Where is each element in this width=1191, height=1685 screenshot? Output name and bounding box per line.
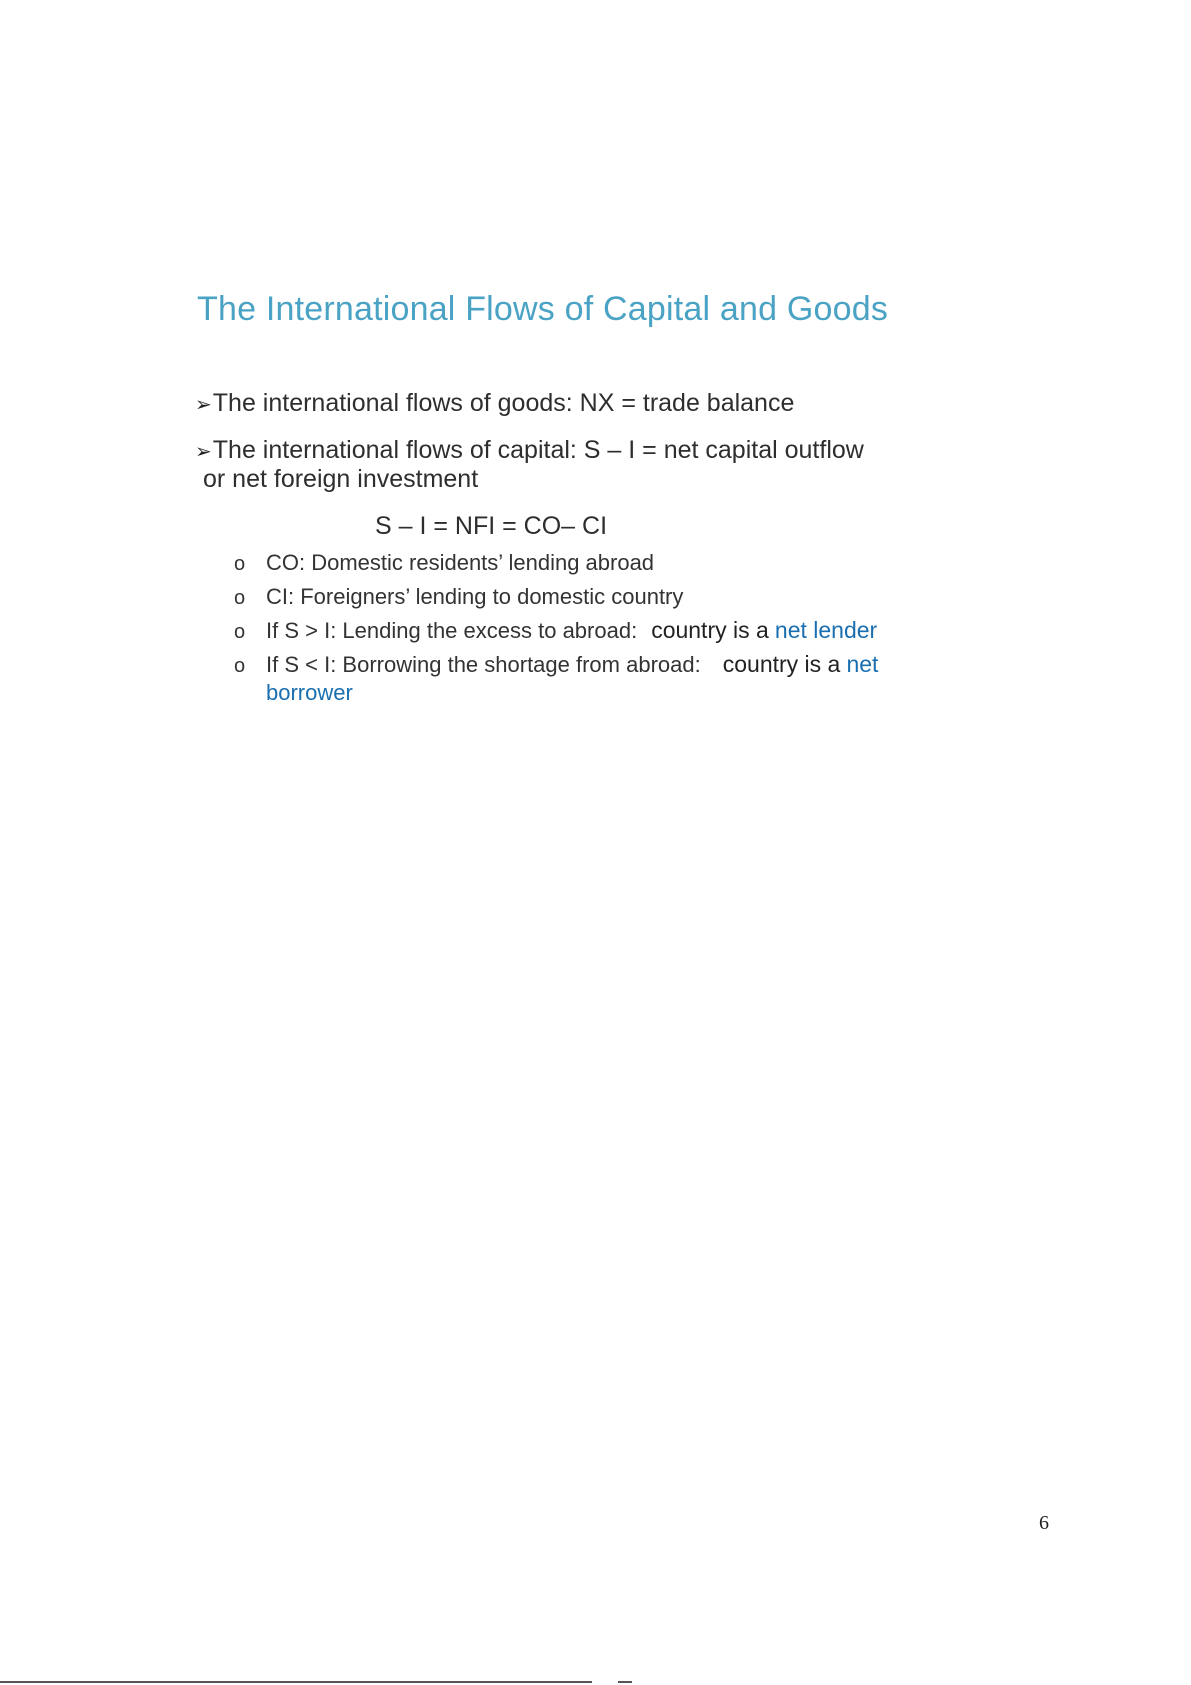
- bullet-goods-flow: [195, 389, 794, 420]
- sub-item-tail: country is a: [722, 651, 841, 677]
- bullet-text: The international flows of goods: NX = trade balance: [212, 389, 795, 417]
- sub-item-capital-inflow: [234, 583, 683, 612]
- net-lender-term: net lender: [774, 617, 878, 643]
- equation: S – I = NFI = CO– CI: [375, 512, 608, 540]
- circle-bullet-icon: o: [234, 553, 246, 575]
- net-borrower-term-continuation: borrower: [266, 680, 353, 705]
- sub-item-tail: country is a: [651, 617, 769, 643]
- sub-item-capital-outflow: [234, 549, 654, 578]
- net-borrower-term: net: [846, 651, 879, 677]
- sub-item-net-borrower: [234, 651, 878, 680]
- footer-rule-mark: [618, 1681, 632, 1683]
- circle-bullet-icon: o: [234, 655, 246, 677]
- sub-item-text: If S > I: Lending the excess to abroad:: [266, 618, 638, 643]
- circle-bullet-icon: o: [234, 621, 246, 643]
- sub-item-text: CI: Foreigners’ lending to domestic country: [266, 584, 684, 609]
- footer-rule: [0, 1681, 592, 1683]
- sub-item-text: CO: Domestic residents’ lending abroad: [266, 550, 655, 575]
- arrow-bullet-icon: ➢: [195, 441, 212, 463]
- sub-item-net-lender: [234, 617, 877, 646]
- arrow-bullet-icon: ➢: [195, 394, 212, 416]
- bullet-text: The international flows of capital: S – I = net capital outflow: [212, 436, 864, 464]
- slide-title: The International Flows of Capital and Goods: [197, 290, 889, 328]
- bullet-capital-flow: [195, 436, 864, 467]
- bullet-capital-flow-continuation: or net foreign investment: [203, 465, 479, 493]
- circle-bullet-icon: o: [234, 587, 246, 609]
- page-number: 6: [1039, 1512, 1049, 1534]
- sub-item-text: If S < I: Borrowing the shortage from abroad:: [266, 652, 701, 677]
